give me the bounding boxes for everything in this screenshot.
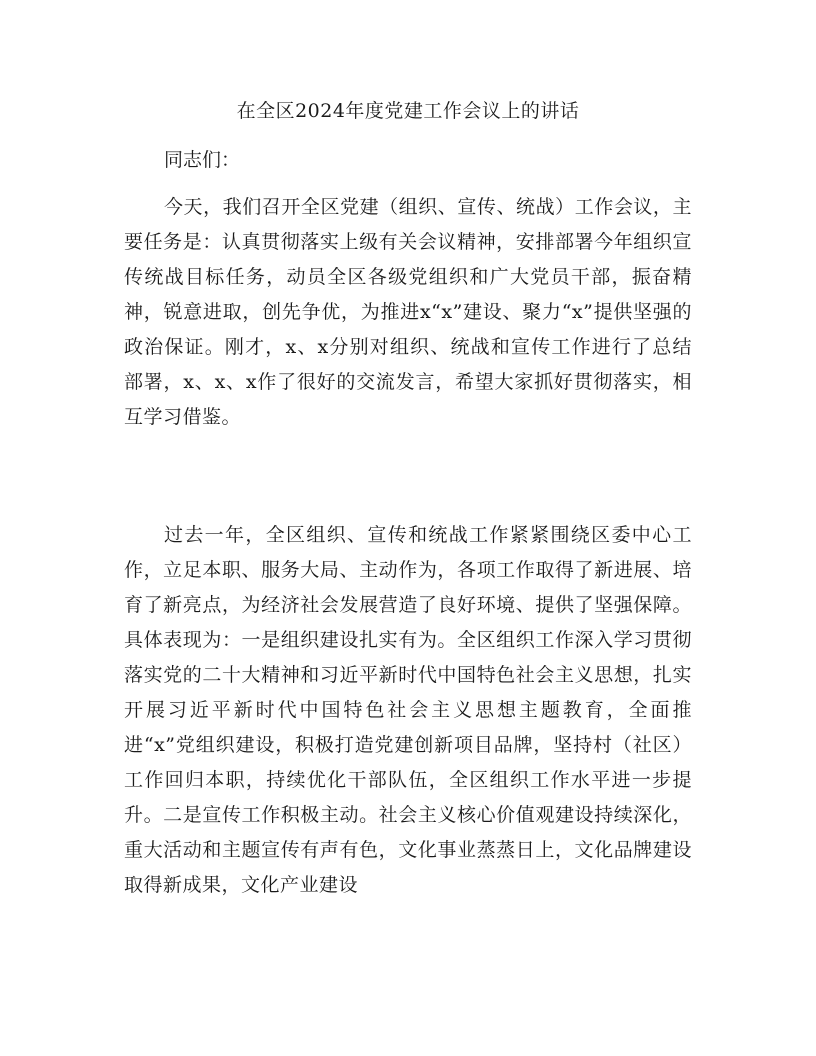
salutation: 同志们： (164, 149, 241, 171)
paragraph-opening: 今天，我们召开全区党建（组织、宣传、统战）工作会议，主要任务是：认真贯彻落实上级有关会议精神，安排部署今年组织宣传统战目标任务，动员全区各级党组织和广大党员干部，振奋精神，锐意进取，创先争优，为推进x“x”建设、聚力“x”提供坚强的政治保证。刚才，x、x分别对组织、统战和宣传工作进行了总结部署，x、x、x作了很好的交流发言，希望大家抓好贯彻落实，相互学习借鉴。 (124, 196, 692, 428)
document-title: 在全区2024年度党建工作会议上的讲话 (236, 100, 580, 122)
paragraph-review: 过去一年，全区组织、宣传和统战工作紧紧围绕区委中心工作，立足本职、服务大局、主动作为，各项工作取得了新进展、培育了新亮点，为经济社会发展营造了良好环境、提供了坚强保障。具体表现为：一是组织建设扎实有为。全区组织工作深入学习贯彻落实党的二十大精神和习近平新时代中国特色社会主义思想，扎实开展习近平新时代中国特色社会主义思想主题教育，全面推进“x”党组织建设，积极打造党建创新项目品牌，坚持村（社区）工作回归本职，持续优化干部队伍，全区组织工作水平进一步提升。二是宣传工作积极主动。社会主义核心价值观建设持续深化，重大活动和主题宣传有声有色，文化事业蒸蒸日上，文化品牌建设取得新成果，文化产业建设 (124, 524, 692, 896)
